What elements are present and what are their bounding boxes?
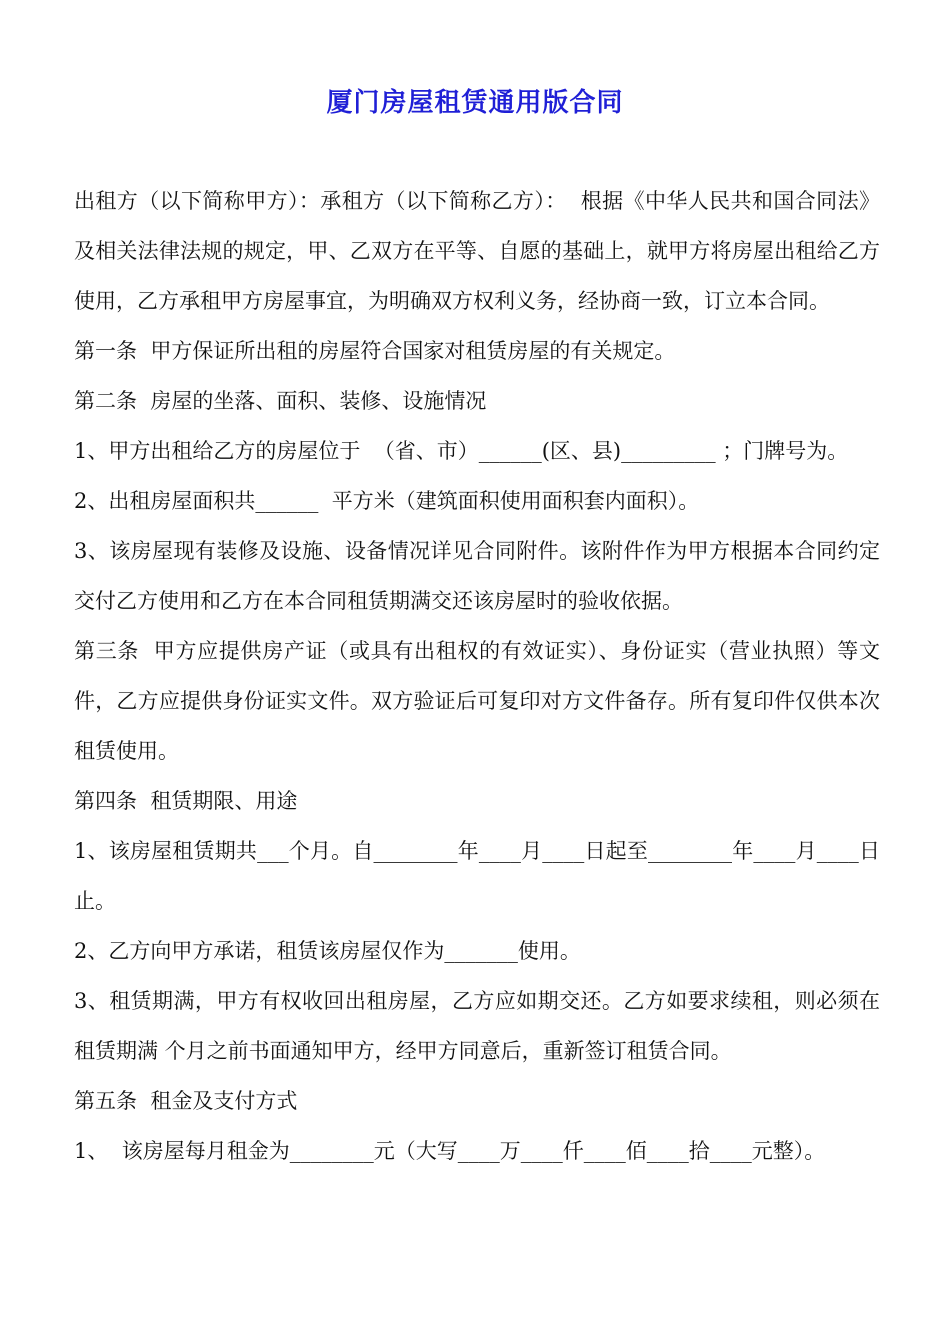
article-4-clause-3: 3、租赁期满，甲方有权收回出租房屋，乙方应如期交还。乙方如要求续租，则必须在租赁期满 个月之前书面通知甲方，经甲方同意后，重新签订租赁合同。 <box>74 989 880 1063</box>
article-2-heading: 第二条 房屋的坐落、面积、装修、设施情况 <box>74 389 487 413</box>
document-title: 厦门房屋租赁通用版合同 <box>326 88 624 118</box>
article-2-clause-2: 2、出租房屋面积共______ 平方米（建筑面积使用面积套内面积）。 <box>74 489 700 513</box>
article-4-clause-1: 1、该房屋租赁期共___个月。自________年____月____日起至________年____月____日止。 <box>74 839 880 913</box>
article-4-heading: 第四条 租赁期限、用途 <box>74 789 298 813</box>
article-1: 第一条 甲方保证所出租的房屋符合国家对租赁房屋的有关规定。 <box>74 339 676 363</box>
article-4-clause-2: 2、乙方向甲方承诺，租赁该房屋仅作为_______使用。 <box>74 939 581 963</box>
document-body <box>74 176 880 1176</box>
article-2-clause-1: 1、甲方出租给乙方的房屋位于 （省、市）______(区、县)_________ ；门牌号为。 <box>74 439 849 463</box>
preamble-paragraph: 出租方（以下简称甲方）：承租方（以下简称乙方）： 根据《中华人民共和国合同法》及相关法律法规的规定，甲、乙双方在平等、自愿的基础上，就甲方将房屋出租给乙方使用，乙方承租甲方房屋事宜，为明确双方权利义务，经协商一致，订立本合同。 <box>74 189 880 313</box>
article-5-clause-1: 1、 该房屋每月租金为________元（大写____万____仟____佰____拾____元整）。 <box>74 1139 826 1163</box>
article-5-heading: 第五条 租金及支付方式 <box>74 1089 298 1113</box>
article-2-clause-3: 3、该房屋现有装修及设施、设备情况详见合同附件。该附件作为甲方根据本合同约定交付乙方使用和乙方在本合同租赁期满交还该房屋时的验收依据。 <box>74 539 880 613</box>
article-3: 第三条 甲方应提供房产证（或具有出租权的有效证实）、身份证实（营业执照）等文件，乙方应提供身份证实文件。双方验证后可复印对方文件备存。所有复印件仅供本次租赁使用。 <box>74 639 880 763</box>
